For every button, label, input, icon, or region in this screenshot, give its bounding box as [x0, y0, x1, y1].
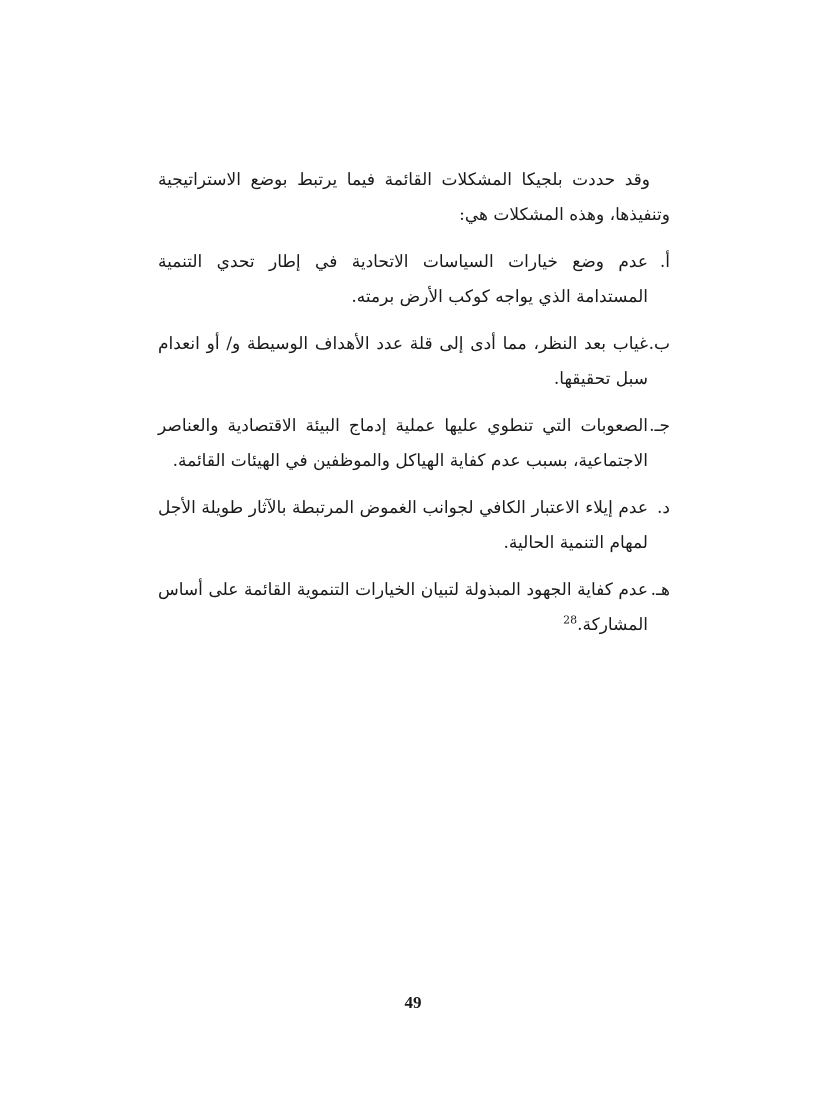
- footnote-reference[interactable]: 28: [563, 613, 578, 627]
- list-marker: د.: [657, 498, 670, 518]
- list-item-c: [158, 409, 670, 479]
- list-item-b: [158, 327, 670, 397]
- list-item-text: عدم وضع خيارات السياسات الاتحادية في إطار تحدي التنمية المستدامة الذي يواجه كوكب الأرض برمته.: [158, 252, 648, 307]
- intro-paragraph: وقد حددت بلجيكا المشكلات القائمة فيما يرتبط بوضع الاستراتيجية وتنفيذها، وهذه المشكلات هي:: [158, 170, 670, 225]
- page-number: 49: [404, 993, 422, 1012]
- list-item-text: غياب بعد النظر، مما أدى إلى قلة عدد الأهداف الوسيطة و/ أو انعدام سبل تحقيقها.: [158, 334, 648, 389]
- list-marker: هـ.: [650, 580, 670, 600]
- list-item-d: [158, 491, 670, 561]
- body-text: [158, 163, 670, 655]
- list-item-text: عدم كفاية الجهود المبذولة لتبيان الخيارات التنموية القائمة على أساس المشاركة.: [158, 580, 648, 635]
- list-item-a: [158, 245, 670, 315]
- list-item-e: [158, 573, 670, 643]
- list-item-text: الصعوبات التي تنطوي عليها عملية إدماج البيئة الاقتصادية والعناصر الاجتماعية، بسبب عدم كفاية الهياكل والموظفين في الهيئات القائمة.: [158, 416, 648, 471]
- list-marker: جـ.: [649, 416, 670, 436]
- list-marker: أ.: [659, 252, 670, 272]
- list-item-text: عدم إيلاء الاعتبار الكافي لجوانب الغموض المرتبطة بالآثار طويلة الأجل لمهام التنمية الحالية.: [158, 498, 648, 553]
- list-marker: ب.: [648, 334, 670, 354]
